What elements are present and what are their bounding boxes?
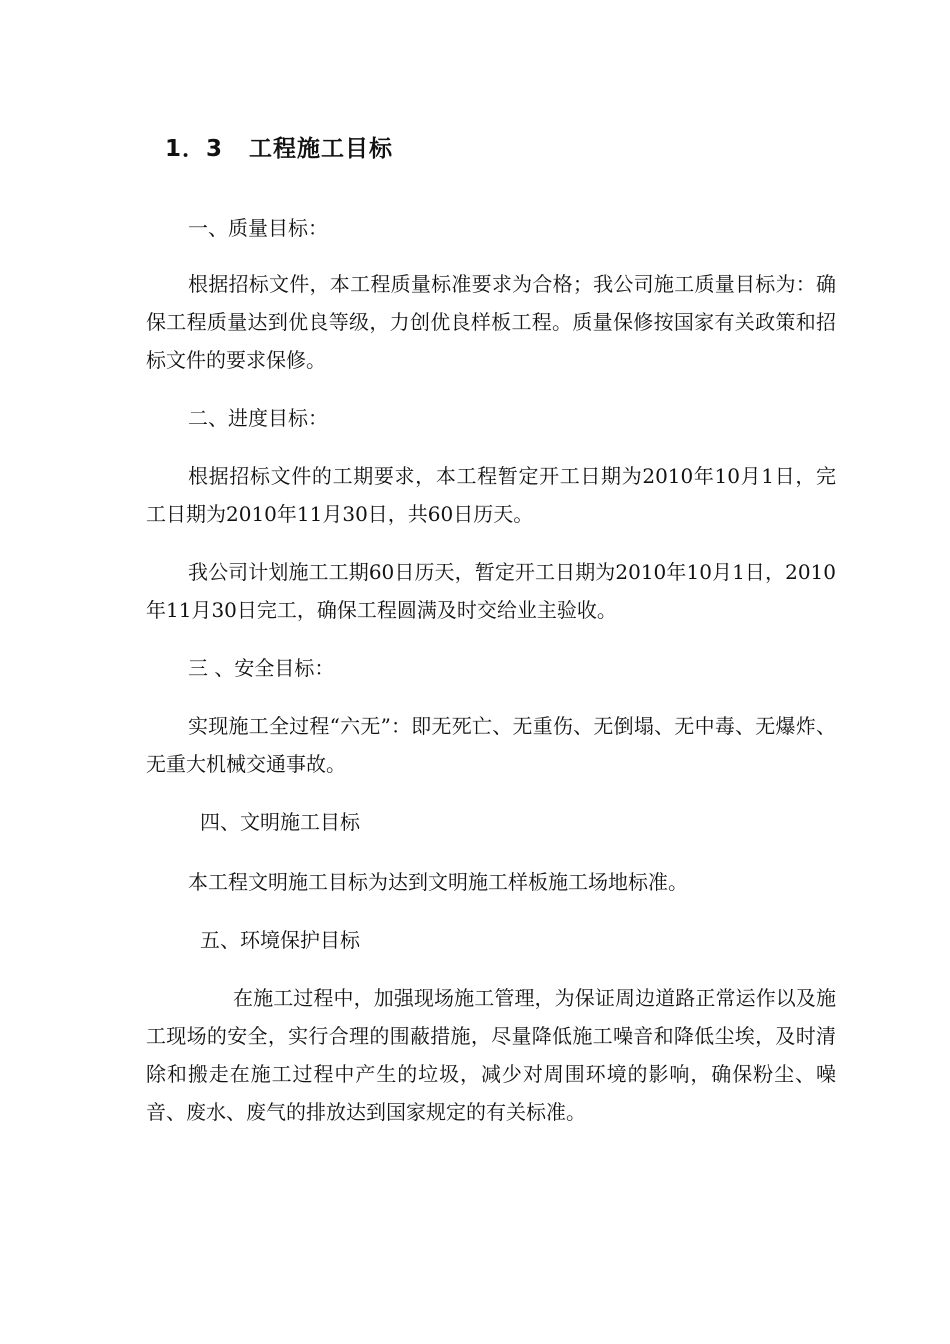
environment-target-body: 在施工过程中，加强现场施工管理，为保证周边道路正常运作以及施工现场的安全，实行合理的围蔽措施，尽量降低施工噪音和降低尘埃，及时清除和搬走在施工过程中产生的垃圾，减少对周围环境的影响，确保粉尘、噪音、废水、废气的排放达到国家规定的有关标准。 xyxy=(146,986,836,1124)
quality-target-body: 根据招标文件，本工程质量标准要求为合格；我公司施工质量目标为：确保工程质量达到优良等级，力创优良样板工程。质量保修按国家有关政策和招标文件的要求保修。 xyxy=(146,272,836,372)
schedule-target-title: 二、进度目标： xyxy=(188,406,328,430)
quality-target-title: 一、质量目标： xyxy=(188,216,328,240)
environment-target-title: 五、环境保护目标 xyxy=(200,928,360,952)
schedule-target-body-1: 根据招标文件的工期要求，本工程暂定开工日期为2010年10月1日，完工日期为2010年11月30日，共60日历天。 xyxy=(146,464,836,526)
safety-target-body: 实现施工全过程“六无”：即无死亡、无重伤、无倒塌、无中毒、无爆炸、无重大机械交通事故。 xyxy=(146,714,836,776)
civilized-target-title: 四、文明施工目标 xyxy=(200,810,360,834)
section-heading xyxy=(165,130,393,163)
civilized-target-body: 本工程文明施工目标为达到文明施工样板施工场地标准。 xyxy=(188,870,688,894)
safety-target-title: 三 、安全目标： xyxy=(188,656,335,680)
schedule-target-body-2: 我公司计划施工工期60日历天，暂定开工日期为2010年10月1日，2010年11月30日完工，确保工程圆满及时交给业主验收。 xyxy=(146,560,836,622)
section-number: 1．3 xyxy=(165,136,224,162)
section-title: 工程施工目标 xyxy=(249,136,394,162)
